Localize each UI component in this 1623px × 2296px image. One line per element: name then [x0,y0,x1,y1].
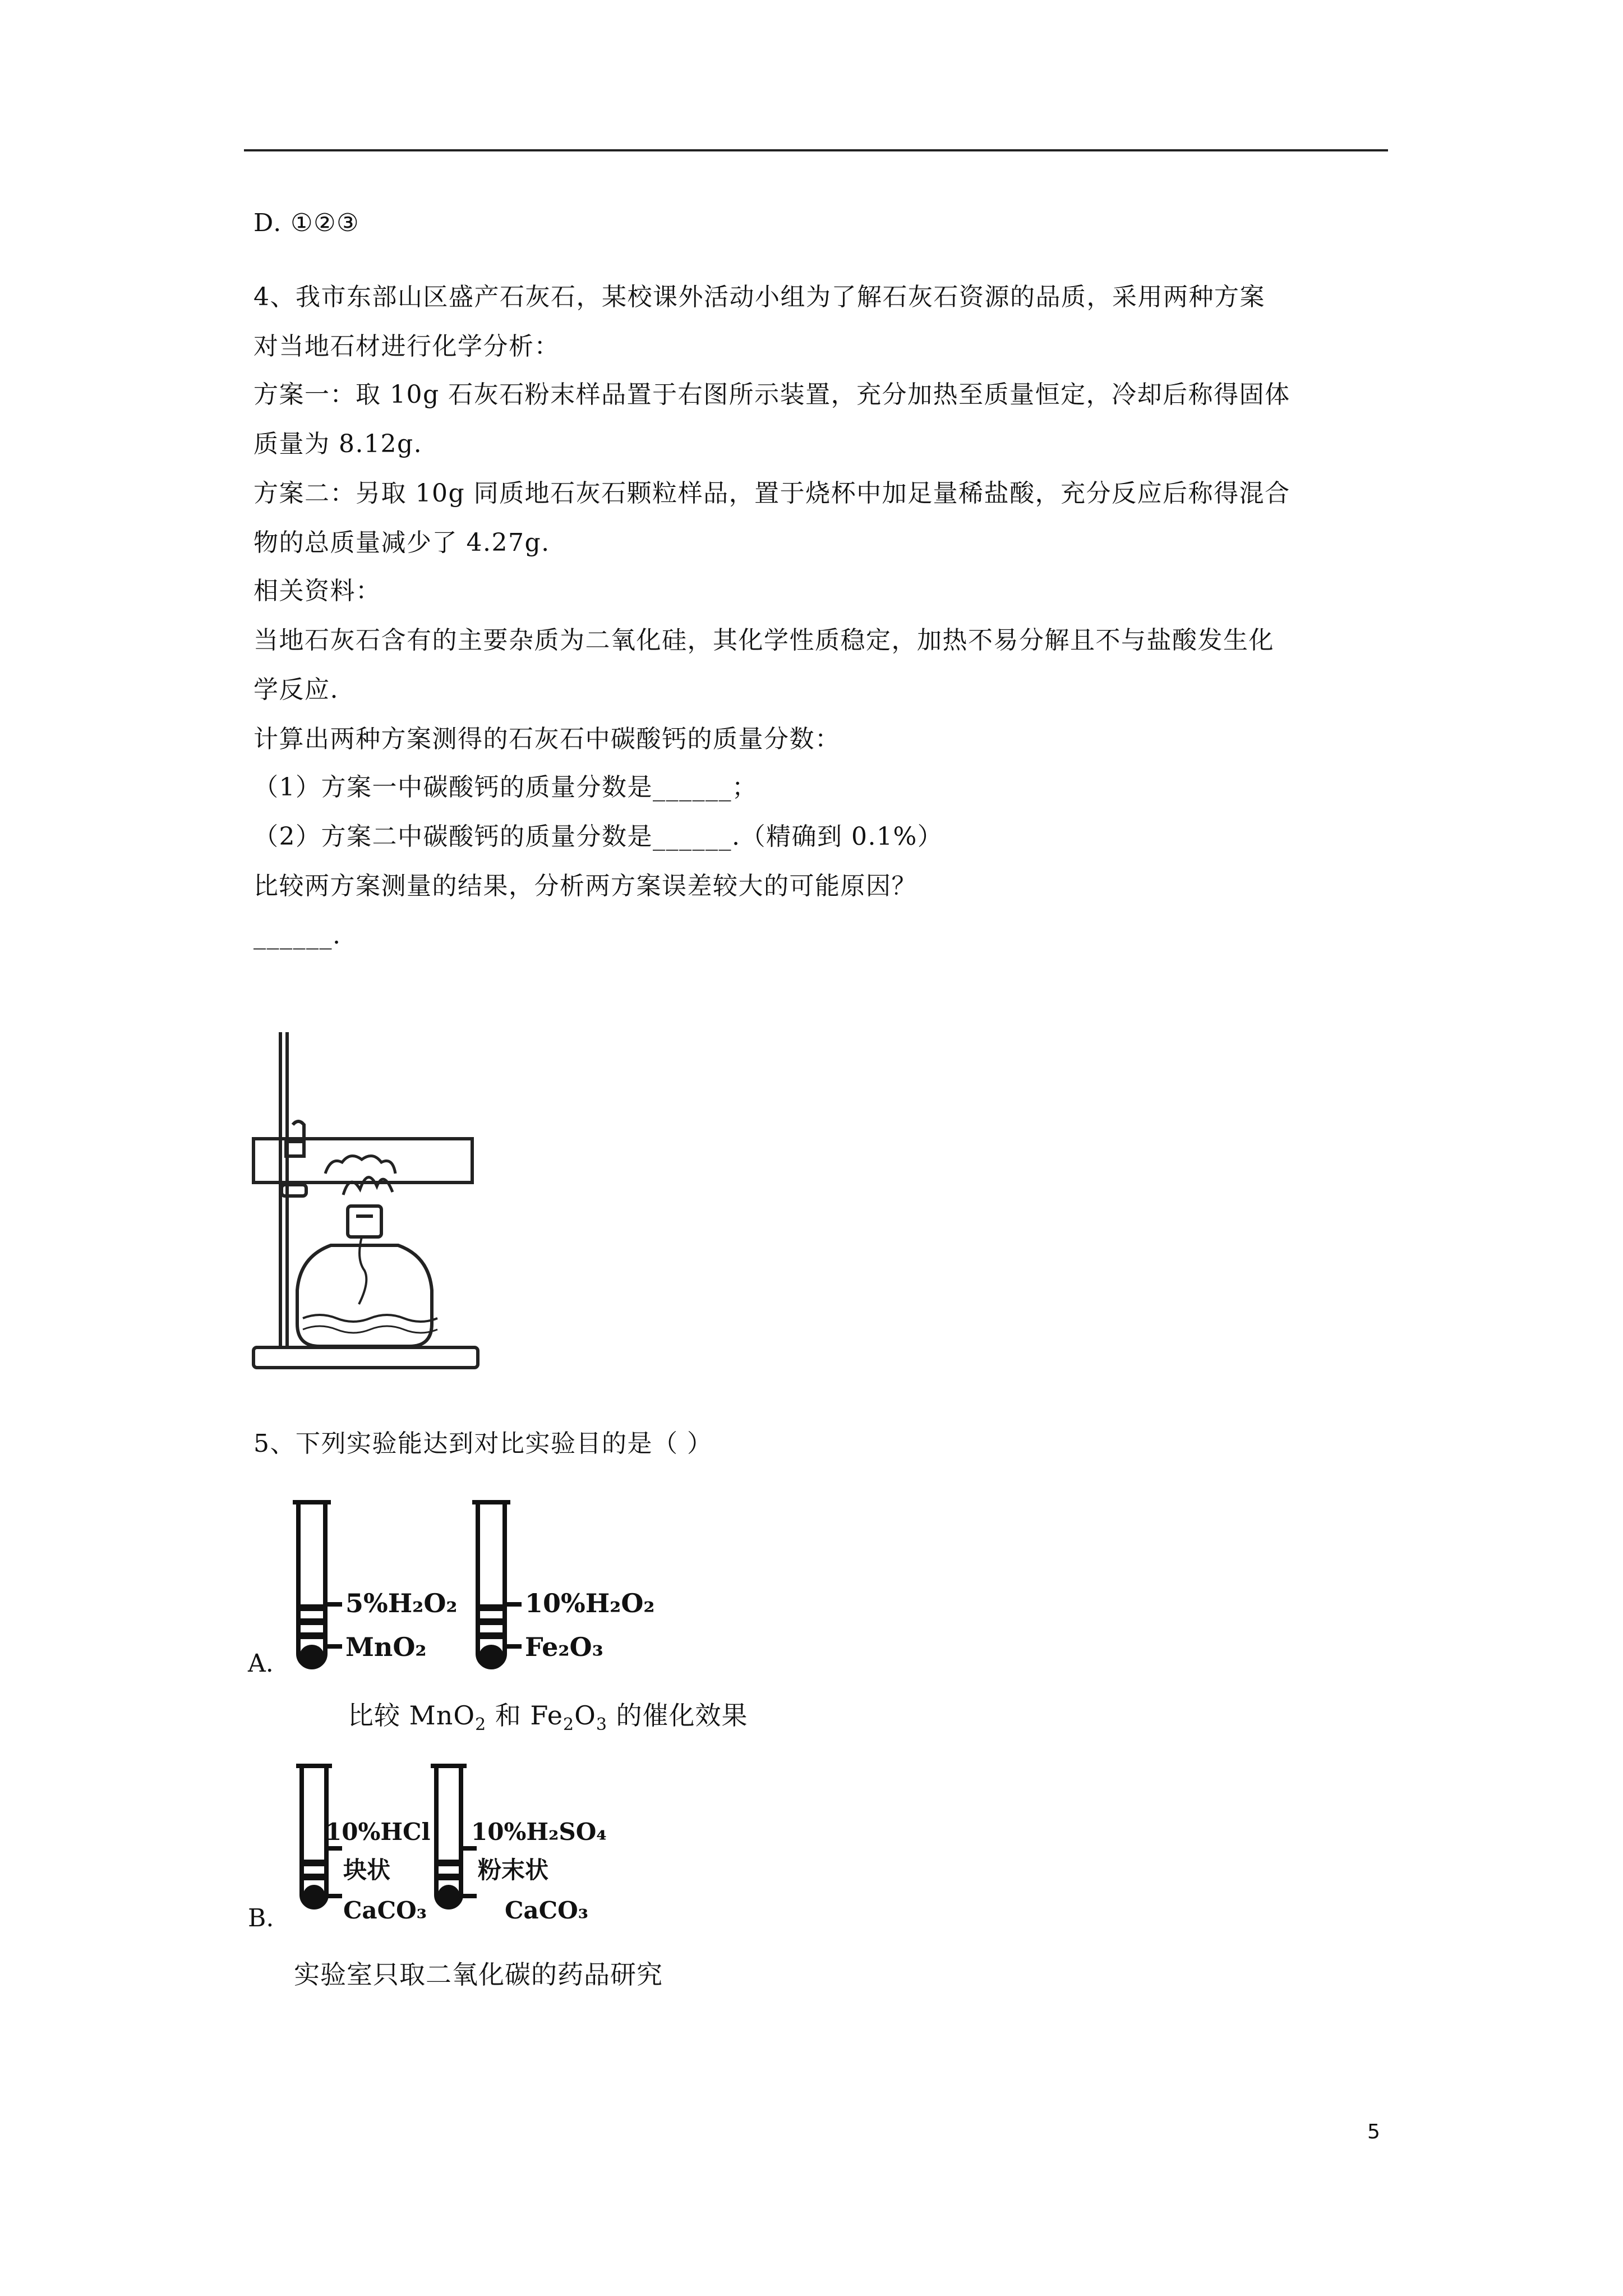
tube1-solid-label: CaCO₃ [343,1897,427,1924]
option-a-label: A. [248,1649,274,1678]
option-a-caption: 比较 MnO$_2$ 和 $Fe_2O_3$ 的催化效果 [348,1700,748,1734]
tube2-acid-label: 10%H₂SO₄ [471,1818,607,1846]
option-b-tubes-figure [292,1756,651,1935]
test-tube-1 [298,1502,325,1667]
option-b-label: B. [248,1904,274,1932]
q4-line: 4、我市东部山区盛产石灰石，某校课外活动小组为了解石灰石资源的品质，采用两种方案 [253,283,1265,311]
tube2-reagent-label: 10%H₂O₂ [525,1588,655,1618]
q4-blank-1: （1）方案一中碳酸钙的质量分数是______； [253,773,758,802]
q4-line: 相关资料： [253,577,381,605]
tube1-form-label: 块状 [343,1856,391,1884]
q4-line: 质量为 8.12g. [253,430,423,458]
q4-line: 方案一：取 10g 石灰石粉末样品置于右图所示装置，充分加热至质量恒定，冷却后称得固体 [253,380,1290,409]
q4-blank-2: （2）方案二中碳酸钙的质量分数是______.（精确到 0.1%） [253,822,943,851]
tube1-acid-label: 10%HCl [325,1818,431,1846]
page-number: 5 [1367,2120,1380,2143]
q4-line: 比较两方案测量的结果，分析两方案误差较大的可能原因？ [253,872,917,900]
option-a-tubes-figure [286,1492,690,1683]
q4-blank-3: ______. [253,921,342,950]
test-tube-2 [478,1502,505,1667]
q4-line: 对当地石材进行化学分析： [253,332,560,361]
q5-title: 5、下列实验能达到对比实验目的是（ ） [253,1429,713,1458]
tube2-form-label: 粉末状 [478,1856,549,1884]
option-d: D. ①②③ [253,209,360,237]
header-rule [244,149,1388,151]
heating-apparatus-figure [247,1027,494,1386]
q4-line: 当地石灰石含有的主要杂质为二氧化硅，其化学性质稳定，加热不易分解且不与盐酸发生化 [253,626,1274,655]
q4-line: 计算出两种方案测得的石灰石中碳酸钙的质量分数： [253,725,841,753]
option-b-caption: 实验室只取二氧化碳的药品研究 [294,1959,663,1990]
tube2-solid-label: CaCO₃ [505,1897,589,1924]
tube1-reagent-label: 5%H₂O₂ [345,1588,458,1618]
tube1-catalyst-label: MnO₂ [345,1632,427,1662]
tube2-catalyst-label: Fe₂O₃ [525,1632,603,1662]
q4-line: 学反应. [253,675,339,704]
q4-line: 物的总质量减少了 4.27g. [253,528,550,557]
q4-line: 方案二：另取 10g 同质地石灰石颗粒样品，置于烧杯中加足量稀盐酸，充分反应后称得混合 [253,479,1290,508]
